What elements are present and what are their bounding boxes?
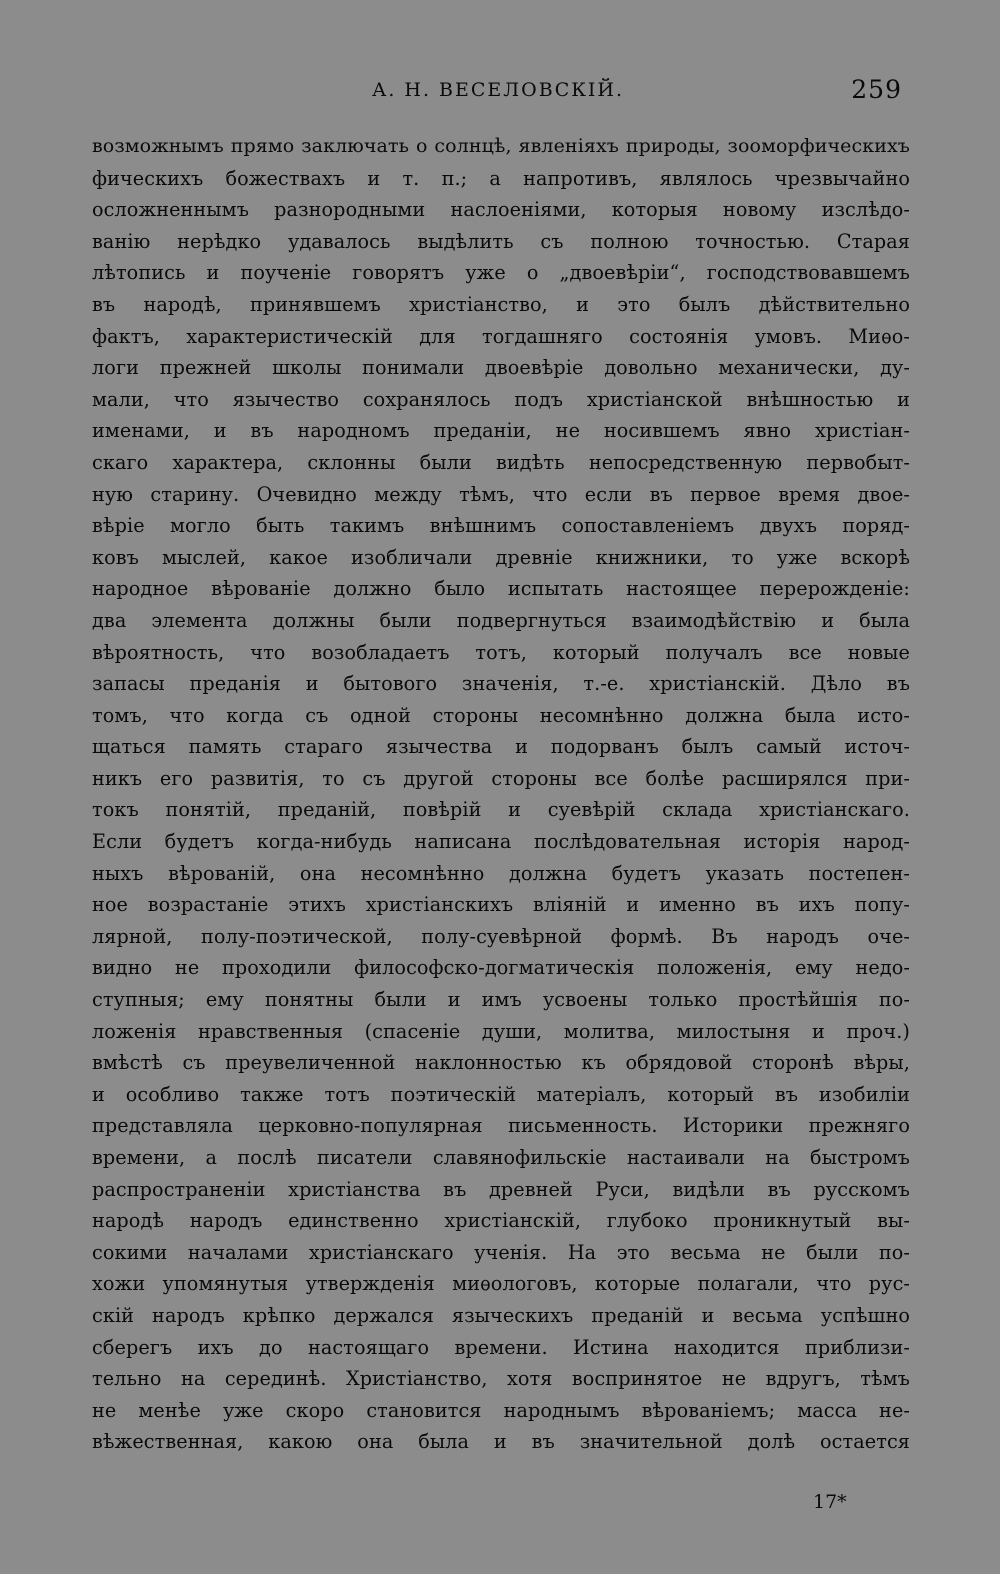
running-title: А. Н. ВЕСЕЛОВСКІЙ. xyxy=(371,79,625,101)
text-line: вѣроятность, что возобладаетъ тотъ, который получалъ все новые xyxy=(92,640,910,664)
text-line: и особливо также тотъ поэтическій матеріалъ, который въ изобиліи xyxy=(92,1082,910,1106)
running-head xyxy=(92,74,904,106)
text-line: ванію нерѣдко удавалось выдѣлить съ полною точностью. Старая xyxy=(92,229,910,253)
text-line: ное возрастаніе этихъ христіанскихъ вліяній и именно въ ихъ попу- xyxy=(92,893,910,917)
text-line: щаться память стараго язычества и подорванъ былъ самый источ- xyxy=(92,735,910,759)
text-line: сберегъ ихъ до настоящаго времени. Истина находится приблизи- xyxy=(92,1335,910,1359)
text-line: Если будетъ когда-нибудь написана послѣдовательная исторія народ- xyxy=(92,830,910,854)
text-line: томъ, что когда съ одной стороны несомнѣнно должна была исто- xyxy=(92,703,910,727)
text-line: народѣ народъ единственно христіанскій, глубоко проникнутый вы- xyxy=(92,1209,910,1233)
text-line: ныхъ вѣрованій, она несомнѣнно должна будетъ указать постепен- xyxy=(92,861,910,885)
signature-mark: 17* xyxy=(813,1491,847,1513)
text-line: хожи упомянутыя утвержденія миѳологовъ, которые полагали, что рус- xyxy=(92,1272,910,1296)
text-line: ступныя; ему понятны были и имъ усвоены только простѣйшія по- xyxy=(92,988,910,1012)
text-line: не менѣе уже скоро становится народнымъ вѣрованіемъ; масса не- xyxy=(92,1398,910,1422)
text-line: тельно на серединѣ. Христіанство, хотя воспринятое не вдругъ, тѣмъ xyxy=(92,1367,910,1391)
text-line: ную старину. Очевидно между тѣмъ, что если въ первое время двое- xyxy=(92,482,910,506)
text-line: распространеніи христіанства въ древней Руси, видѣли въ русскомъ xyxy=(92,1177,910,1201)
text-line: лѣтопись и поученіе говорятъ уже о „двоевѣріи“, господствовавшемъ xyxy=(92,261,910,285)
page-number: 259 xyxy=(851,75,902,104)
body-text xyxy=(92,131,910,1458)
text-line: осложненнымъ разнородными наслоеніями, которыя новому изслѣдо- xyxy=(92,198,910,222)
text-line: возможнымъ прямо заключать о солнцѣ, явленіяхъ природы, зооморфическихъ xyxy=(92,135,910,157)
text-line: скаго характера, склонны были видѣть непосредственную первобыт- xyxy=(92,450,910,474)
text-line: ложенія нравственныя (спасеніе души, молитва, милостыня и проч.) xyxy=(92,1019,910,1043)
text-line: лярной, полу-поэтической, полу-суевѣрной формѣ. Въ народъ оче- xyxy=(92,924,910,948)
text-line: фическихъ божествахъ и т. п.; а напротивъ, являлось чрезвычайно xyxy=(92,166,910,190)
text-line: народное вѣрованіе должно было испытать настоящее перерожденіе: xyxy=(92,577,910,601)
text-line: въ народѣ, принявшемъ христіанство, и это былъ дѣйствительно xyxy=(92,292,910,316)
text-line: скій народъ крѣпко держался языческихъ преданій и весьма успѣшно xyxy=(92,1303,910,1327)
text-line: времени, а послѣ писатели славянофильскіе настаивали на быстромъ xyxy=(92,1146,910,1169)
text-line: запасы преданія и бытового значенія, т.-е. христіанскій. Дѣло въ xyxy=(92,672,910,696)
text-line: логи прежней школы понимали двоевѣріе довольно механически, ду- xyxy=(92,356,910,380)
text-line: именами, и въ народномъ преданіи, не носившемъ явно христіан- xyxy=(92,419,910,443)
text-line: вѣжественная, какою она была и въ значительной долѣ остается xyxy=(92,1430,910,1454)
text-line: вѣріе могло быть такимъ внѣшнимъ сопоставленіемъ двухъ поряд- xyxy=(92,514,910,538)
text-line: токъ понятій, преданій, повѣрій и суевѣрій склада христіанскаго. xyxy=(92,798,910,822)
text-line: мали, что язычество сохранялось подъ христіанской внѣшностью и xyxy=(92,387,910,411)
text-line: ковъ мыслей, какое изобличали древніе книжники, то уже вскорѣ xyxy=(92,545,910,569)
text-line: вмѣстѣ съ преувеличенной наклонностью къ обрядовой сторонѣ вѣры, xyxy=(92,1051,910,1075)
text-line: два элемента должны были подвергнуться взаимодѣйствію и была xyxy=(92,608,910,632)
text-line: фактъ, характеристическій для тогдашняго состоянія умовъ. Миѳо- xyxy=(92,324,910,348)
text-line: сокими началами христіанскаго ученія. На это весьма не были по- xyxy=(92,1240,910,1264)
text-line: представляла церковно-популярная письменность. Историки прежняго xyxy=(92,1114,910,1138)
text-line: никъ его развитія, то съ другой стороны все болѣе расширялся при- xyxy=(92,766,910,790)
text-line: видно не проходили философско-догматическія положенія, ему недо- xyxy=(92,956,910,980)
